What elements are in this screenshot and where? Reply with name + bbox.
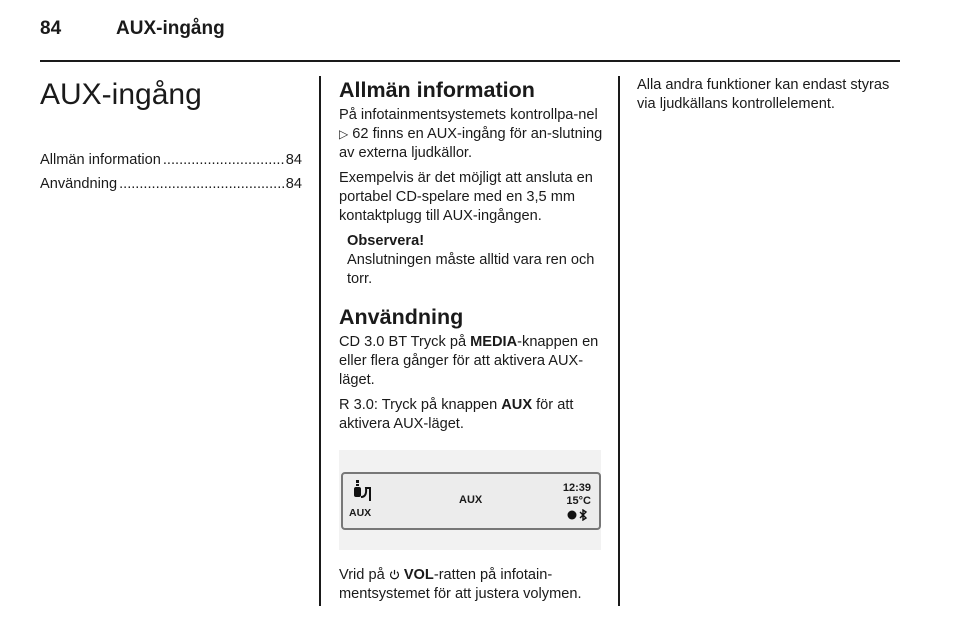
paragraph-example: Exempelvis är det möjligt att ansluta en portabel CD-spelare med en 3,5 mm kontaktplugg till AUX-ingången.	[339, 170, 593, 224]
section-heading-general: Allmän information	[339, 78, 535, 102]
header-title: AUX-ingång	[116, 18, 225, 39]
bluetooth-icon	[567, 509, 591, 521]
page-header	[40, 18, 225, 40]
vol-knob-label: VOL	[403, 567, 434, 583]
column-divider-1	[319, 76, 321, 606]
power-knob-icon	[389, 569, 400, 580]
reference-arrow-icon: ▷	[339, 127, 349, 141]
note-text: Anslutningen måste alltid vara ren och torr.	[347, 252, 595, 287]
media-button-label: MEDIA	[470, 334, 518, 350]
table-of-contents	[40, 148, 302, 196]
right-column	[637, 76, 905, 120]
toc-entry-page: 84	[285, 176, 302, 192]
toc-entry[interactable]	[40, 148, 302, 172]
toc-leader	[163, 148, 284, 172]
display-aux-label: AUX	[349, 507, 372, 519]
note-title: Observera!	[347, 233, 425, 249]
chapter-title: AUX-ingång	[40, 78, 202, 111]
toc-entry-label: Allmän information	[40, 152, 161, 168]
display-temperature: 15°C	[566, 495, 591, 507]
toc-entry-label: Användning	[40, 176, 118, 192]
section-heading-usage: Användning	[339, 305, 464, 329]
display-time: 12:39	[562, 482, 591, 494]
column-divider-2	[618, 76, 620, 606]
radio-display	[341, 472, 601, 530]
note-box	[339, 232, 605, 289]
paragraph-intro: På infotainmentsystemets kontrollpa-nel ▷ 62 finns en AUX-ingång för an-slutning av externa ljudkällor.	[339, 107, 603, 161]
page-reference[interactable]: 62	[352, 126, 369, 142]
page-number: 84	[40, 18, 62, 39]
paragraph-media: CD 3.0 BT Tryck på MEDIA-knappen en eller flera gånger för att aktivera AUX-läget.	[339, 334, 599, 388]
aux-button-label: AUX	[501, 397, 533, 413]
paragraph-other-functions: Alla andra funktioner kan endast styras via ljudkällans kontrollelement.	[637, 77, 890, 112]
paragraph-aux: R 3.0: Tryck på knappen AUX för att aktivera AUX-läget.	[339, 397, 574, 432]
content-column	[339, 76, 605, 610]
aux-plug-icon	[351, 480, 375, 504]
display-illustration	[339, 450, 601, 550]
toc-leader	[119, 172, 284, 196]
toc-entry-page: 84	[285, 152, 302, 168]
display-aux-center: AUX	[459, 494, 483, 506]
toc-entry[interactable]	[40, 172, 302, 196]
paragraph-volume: Vrid på VOL-ratten på infotain-mentsystemet för att justera volymen.	[339, 567, 582, 602]
header-rule	[40, 60, 900, 62]
chapter-column	[40, 74, 302, 196]
